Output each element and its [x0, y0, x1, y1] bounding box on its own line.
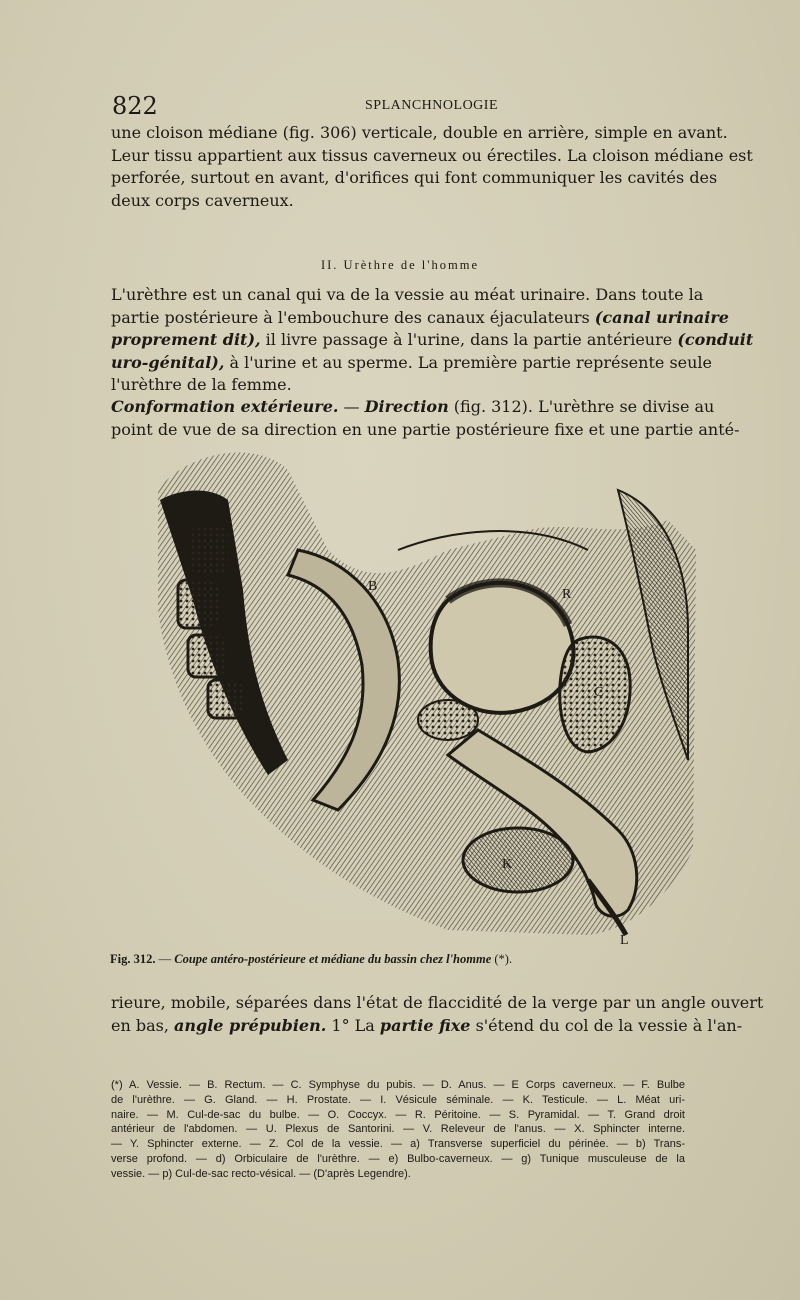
text-line: perforée, surtout en avant, d'orifices qui font communiquer les cavités des: [111, 168, 718, 187]
paragraph-urethre: [111, 284, 754, 397]
testicle: [463, 828, 573, 892]
italic-term: proprement dit),: [111, 330, 261, 349]
footnote-line: — Y. Sphincter externe. — Z. Col de la vessie. — a) Transverse superficiel du périnée. — b) Trans-: [111, 1138, 685, 1151]
figure-label: C: [594, 685, 604, 700]
figure-number: Fig. 312.: [110, 952, 156, 966]
figure-caption: [110, 952, 700, 967]
text-line: [111, 307, 729, 330]
text-run: (fig. 312). L'urèthre se divise au: [448, 397, 715, 416]
text-line: une cloison médiane (fig. 306) verticale, double en arrière, simple en avant.: [111, 123, 728, 142]
italic-term: angle prépubien.: [174, 1015, 327, 1035]
text-run: —: [155, 952, 175, 966]
text-run: partie postérieure à l'embouchure des canaux éjaculateurs: [111, 307, 595, 327]
text-run: —: [338, 397, 365, 416]
figure-title: Coupe antéro-postérieure et médiane du bassin chez l'homme: [174, 952, 492, 966]
italic-term: (canal urinaire: [594, 307, 729, 327]
figure-label: B: [368, 579, 378, 594]
text-line: point de vue de sa direction en une partie postérieure fixe et une partie anté-: [111, 419, 740, 439]
paragraph-direction: [111, 992, 764, 1037]
italic-term: uro-génital),: [111, 352, 225, 372]
text-line: rieure, mobile, séparées dans l'état de flaccidité de la verge par un angle ouvert: [111, 993, 764, 1012]
footnote-mark: (*).: [491, 952, 513, 966]
italic-term: (conduit: [677, 330, 754, 349]
text-line: [111, 352, 713, 375]
figure-label: R: [562, 587, 572, 602]
footnote-line: verse profond. — d) Orbiculaire de l'urèthre. — e) Bulbo-caverneux. — g) Tunique musculeuse de la: [111, 1152, 685, 1165]
text-line: L'urèthre est un canal qui va de la vessie au méat urinaire. Dans toute la: [111, 285, 704, 304]
figure-label: K: [502, 857, 513, 872]
text-line: [111, 1015, 743, 1038]
figure-label: L: [620, 933, 629, 948]
text-run: s'étend du col de la vessie à l'an-: [470, 1015, 743, 1035]
text-line: Leur tissu appartient aux tissus caverneux ou érectiles. La cloison médiane est: [111, 145, 753, 165]
italic-term: partie fixe: [379, 1015, 471, 1035]
text-run: 1° La: [326, 1015, 380, 1035]
footnote-line: antérieur de l'abdomen. — U. Plexus de Santorini. — V. Releveur de l'anus. — X. Sphincter interne.: [111, 1123, 685, 1136]
page-number: 822: [112, 92, 158, 120]
text-run: à l'urine et au sperme. La première partie représente seule: [224, 352, 713, 372]
page-header: [112, 92, 702, 118]
text-line: deux corps caverneux.: [111, 190, 294, 210]
italic-term: Direction: [364, 397, 449, 416]
prostate: [418, 700, 478, 740]
footnote-line: vessie. — p) Cul-de-sac recto-vésical. — (D'après Legendre).: [111, 1167, 411, 1180]
section-heading: II. Urèthre de l'homme: [320, 258, 479, 272]
footnote-line: naire. — M. Cul-de-sac du bulbe. — O. Coccyx. — R. Péritoine. — S. Pyramidal. — T. Grand droit: [111, 1108, 685, 1121]
footnote-line: de l'urèthre. — G. Gland. — H. Prostate. — I. Vésicule séminale. — K. Testicule. — L. Méat uri-: [111, 1093, 685, 1106]
text-run: il livre passage à l'urine, dans la partie antérieure: [260, 330, 678, 349]
figure-footnote: [111, 1078, 685, 1182]
text-line: [111, 396, 715, 419]
anatomical-figure: [148, 430, 708, 950]
italic-term: Conformation extérieure.: [111, 397, 339, 416]
text-line: l'urèthre de la femme.: [111, 375, 292, 394]
paragraph-cloison: [111, 122, 753, 212]
text-line: [111, 329, 754, 352]
running-head: SPLANCHNOLOGIE: [365, 98, 498, 113]
text-run: en bas,: [111, 1015, 175, 1035]
footnote-line: (*) A. Vessie. — B. Rectum. — C. Symphyse du pubis. — D. Anus. — E Corps caverneux. — F. Bulbe: [111, 1079, 685, 1091]
